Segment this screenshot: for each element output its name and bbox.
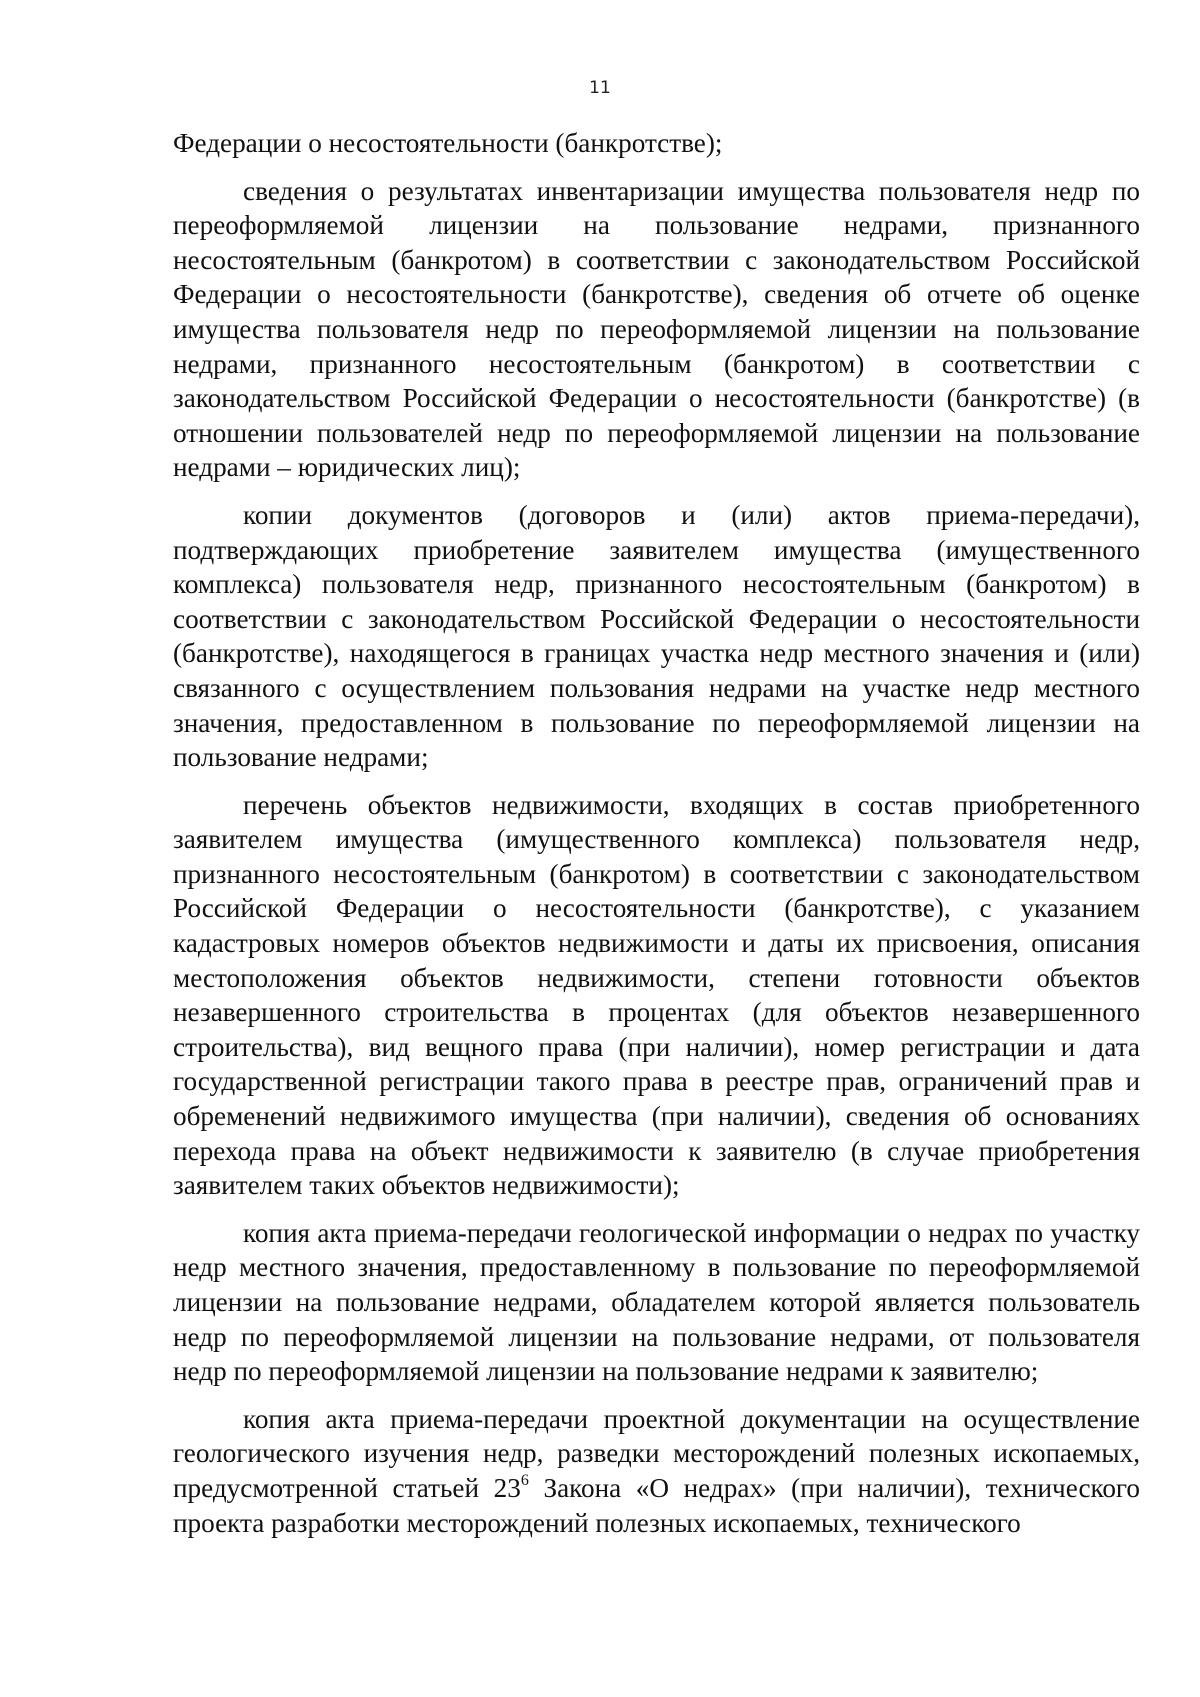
- superscript: 6: [520, 1471, 529, 1489]
- paragraph-text-before: копия акта приема-передачи проектной документации на осуществление геологического изучения недр, разведки месторождений полезных ископаемых, предусмотренной статьей 23: [173, 1403, 1140, 1503]
- paragraph-last: [173, 1402, 1140, 1540]
- paragraph: копия акта приема-передачи геологической информации о недрах по участку недр местного значения, предоставленному в пользование по переоформляемой лицензии на пользование недрами, обладателем которой является пользователь недр по переоформляемой лицензии на пользование недрами, от пользователя недр по переоформляемой лицензии на пользование недрами к заявителю;: [173, 1217, 1140, 1387]
- paragraph: сведения о результатах инвентаризации имущества пользователя недр по переоформляемой лицензии на пользование недрами, признанного несостоятельным (банкротом) в соответствии с законодательством Российской Федерации о несостоятельности (банкротстве), сведения об отчете об оценке имущества пользователя недр по переоформляемой лицензии на пользование недрами, признанного несостоятельным (банкротом) в соответствии с законодательством Российской Федерации о несостоятельности (банкротстве) (в отношении пользователей недр по переоформляемой лицензии на пользование недрами – юридических лиц);: [173, 175, 1140, 483]
- paragraph: перечень объектов недвижимости, входящих в состав приобретенного заявителем имущества (имущественного комплекса) пользователя недр, признанного несостоятельным (банкротом) в соответствии с законодательством Российской Федерации о несостоятельности (банкротстве), с указанием кадастровых номеров объектов недвижимости и даты их присвоения, описания местоположения объектов недвижимости, степени готовности объектов незавершенного строительства в процентах (для объектов незавершенного строительства), вид вещного права (при наличии), номер регистрации и дата государственной регистрации такого права в реестре прав, ограничений прав и обременений недвижимого имущества (при наличии), сведения об основаниях перехода права на объект недвижимости к заявителю (в случае приобретения заявителем таких объектов недвижимости);: [173, 789, 1140, 1201]
- paragraph: Федерации о несостоятельности (банкротстве);: [173, 128, 723, 158]
- page-number: 11: [589, 78, 611, 98]
- paragraph: копии документов (договоров и (или) актов приема-передачи), подтверждающих приобретение заявителем имущества (имущественного комплекса) пользователя недр, признанного несостоятельным (банкротом) в соответствии с законодательством Российской Федерации о несостоятельности (банкротстве), находящегося в границах участка недр местного значения и (или) связанного с осуществлением пользования недрами на участке недр местного значения, предоставленном в пользование по переоформляемой лицензии на пользование недрами;: [173, 499, 1140, 773]
- document-body: [173, 126, 1140, 1553]
- paragraph-text-after: Закона «О недрах» (при наличии), технического проекта разработки месторождений полезных ископаемых, технического: [173, 1472, 1140, 1538]
